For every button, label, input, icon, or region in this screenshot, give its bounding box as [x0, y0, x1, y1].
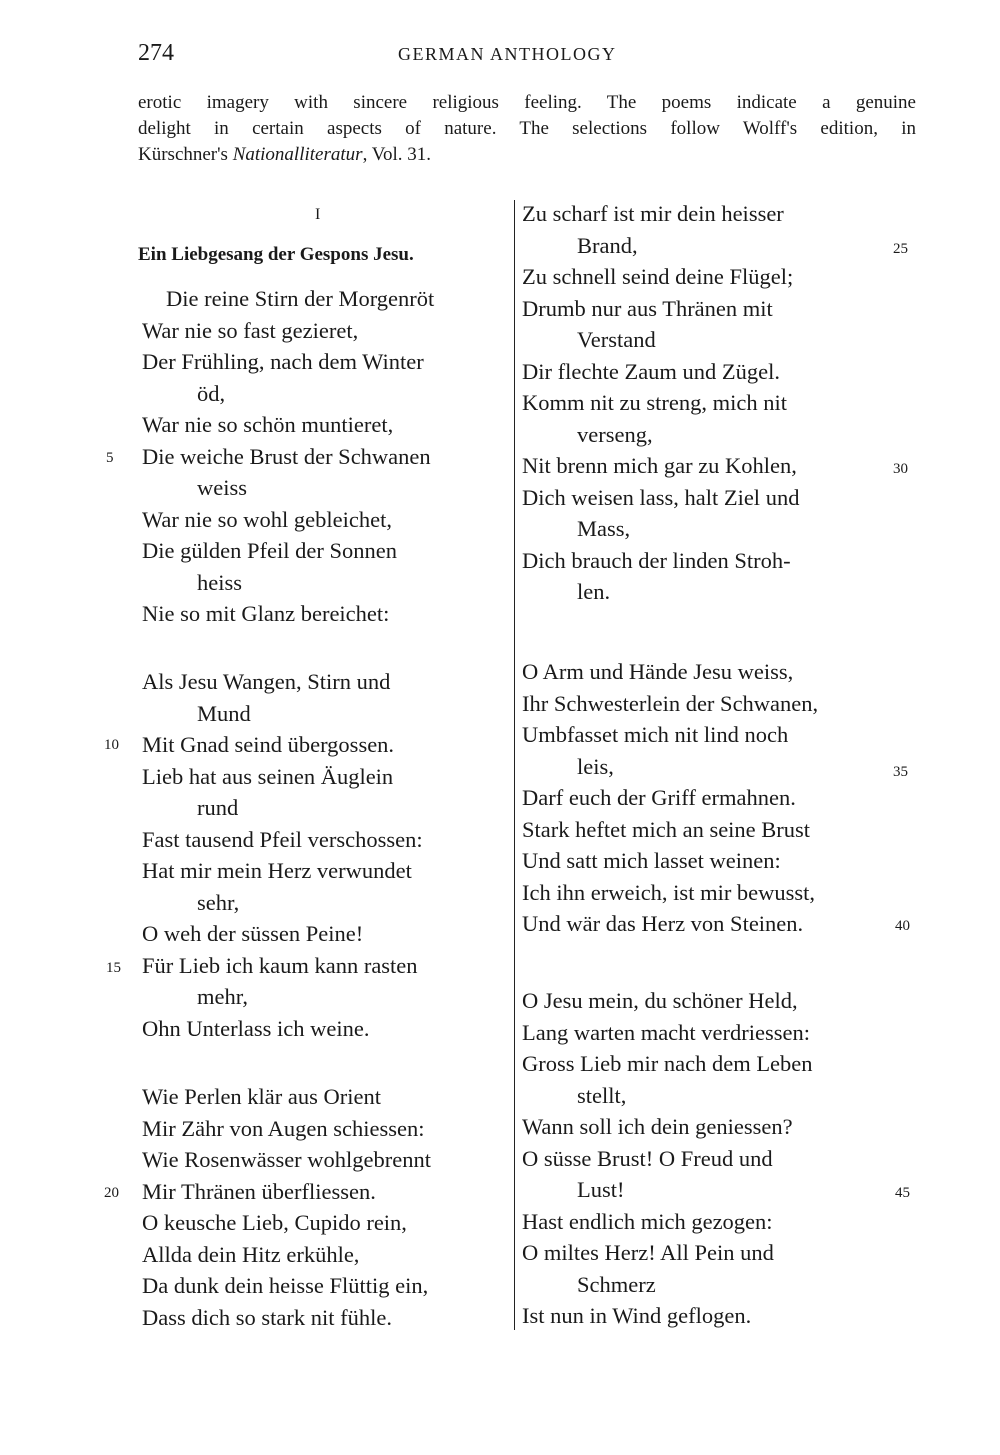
- line-number: 30: [893, 461, 908, 477]
- verse-line: Da dunk dein heisse Flüttig ein,: [142, 1273, 429, 1298]
- verse-line: verseng,: [577, 421, 653, 447]
- verse-line: Und satt mich lasset weinen:: [522, 848, 781, 873]
- verse-line: Mit Gnad seind übergossen.: [142, 732, 395, 757]
- verse-line: Wann soll ich dein geniessen?: [522, 1114, 793, 1139]
- verse-line: heiss: [197, 569, 242, 595]
- verse-line: len.: [577, 579, 611, 604]
- verse-line: Stark heftet mich an seine Brust: [522, 816, 811, 842]
- verse-line: stellt,: [577, 1082, 627, 1108]
- verse-line: Als Jesu Wangen, Stirn und: [142, 669, 391, 694]
- verse-line: Lang warten macht verdriessen:: [522, 1019, 811, 1045]
- verse-line: Ist nun in Wind geflogen.: [522, 1303, 752, 1328]
- page-number: 274: [138, 40, 174, 66]
- verse-line: War nie so fast gezieret,: [142, 317, 359, 343]
- verse-line: Lieb hat aus seinen Äuglein: [142, 763, 394, 789]
- verse-line: Wie Rosenwässer wohlgebrennt: [142, 1147, 432, 1172]
- verse-line: Fast tausend Pfeil verschossen:: [142, 826, 423, 852]
- intro-paragraph: [138, 90, 916, 168]
- verse-line: Darf euch der Griff ermahnen.: [522, 785, 796, 810]
- verse-line: Umbfasset mich nit lind noch: [522, 722, 789, 747]
- verse-line: Nie so mit Glanz bereichet:: [142, 601, 390, 626]
- verse-line: Dass dich so stark nit fühle.: [142, 1304, 392, 1330]
- verse-line: Für Lieb ich kaum kann rasten: [142, 952, 418, 978]
- verse-line: Zu schnell seind deine Flügel;: [522, 264, 794, 289]
- left-stanza-3: [142, 1081, 431, 1333]
- verse-line: Wie Perlen klär aus Orient: [142, 1084, 382, 1109]
- verse-line: O süsse Brust! O Freud und: [522, 1145, 773, 1171]
- verse-line: Die weiche Brust der Schwanen: [142, 443, 431, 469]
- verse-line: Mir Zähr von Augen schiessen:: [142, 1115, 425, 1141]
- verse-line: rund: [197, 795, 239, 820]
- verse-line: öd,: [197, 380, 226, 406]
- verse-line: War nie so schön muntieret,: [142, 412, 394, 437]
- verse-line: leis,: [577, 753, 614, 779]
- verse-line: Die gülden Pfeil der Sonnen: [142, 538, 397, 563]
- verse-line: Mir Thränen überfliessen.: [142, 1178, 376, 1204]
- line-number: 5: [106, 450, 114, 466]
- verse-line: War nie so wohl gebleichet,: [142, 506, 392, 532]
- poem-title: Ein Liebgesang der Gespons Jesu.: [138, 244, 414, 265]
- right-stanza-1: [522, 198, 799, 608]
- right-stanza-2: [522, 656, 818, 940]
- line-number: 25: [893, 241, 908, 257]
- intro-line: delight in certain aspects of nature. The selections follow Wolff's edition, in: [138, 118, 916, 139]
- verse-line: Der Frühling, nach dem Winter: [142, 349, 424, 374]
- verse-line: Nit brenn mich gar zu Kohlen,: [522, 453, 797, 478]
- verse-line: Verstand: [577, 327, 656, 352]
- line-number: 20: [104, 1185, 119, 1201]
- intro-line: [138, 142, 916, 168]
- verse-line: Brand,: [577, 232, 638, 258]
- line-number: 40: [895, 918, 910, 934]
- intro-line-text: Kürschner's Nationalliteratur, Vol. 31.: [138, 144, 432, 165]
- verse-line: O Arm und Hände Jesu weiss,: [522, 659, 794, 684]
- verse-line: Schmerz: [577, 1271, 656, 1297]
- intro-line: erotic imagery with sincere religious feeling. The poems indicate a genuine: [138, 92, 916, 113]
- right-stanza-3: [522, 985, 813, 1332]
- verse-line: Mass,: [577, 516, 631, 541]
- verse-line: Hat mir mein Herz verwundet: [142, 858, 412, 883]
- verse-line: Dir flechte Zaum und Zügel.: [522, 358, 781, 384]
- line-number: 45: [895, 1185, 910, 1201]
- verse-line: Lust!: [577, 1177, 625, 1202]
- section-number: I: [315, 206, 321, 223]
- verse-line: Dich weisen lass, halt Ziel und: [522, 484, 800, 510]
- verse-line: weiss: [197, 475, 247, 500]
- line-number: 35: [893, 764, 908, 780]
- verse-line: mehr,: [197, 984, 248, 1009]
- verse-line: Hast endlich mich gezogen:: [522, 1208, 773, 1234]
- verse-line: Komm nit zu streng, mich nit: [522, 390, 787, 415]
- verse-line: Mund: [197, 700, 251, 726]
- verse-line: O Jesu mein, du schöner Held,: [522, 988, 798, 1013]
- line-number: 15: [106, 960, 121, 976]
- verse-line: Zu scharf ist mir dein heisser: [522, 201, 784, 226]
- left-stanza-2: [142, 666, 423, 1044]
- verse-line: Allda dein Hitz erkühle,: [142, 1241, 360, 1267]
- verse-line: O keusche Lieb, Cupido rein,: [142, 1210, 407, 1235]
- running-title: GERMAN ANTHOLOGY: [398, 44, 617, 64]
- verse-line: O miltes Herz! All Pein und: [522, 1240, 774, 1265]
- line-number: 10: [104, 737, 119, 753]
- verse-line: sehr,: [197, 889, 240, 915]
- column-divider: [514, 200, 515, 1330]
- verse-line: Gross Lieb mir nach dem Leben: [522, 1051, 813, 1076]
- verse-line: Ich ihn erweich, ist mir bewusst,: [522, 879, 816, 905]
- verse-line: Ohn Unterlass ich weine.: [142, 1015, 370, 1041]
- verse-line: Ihr Schwesterlein der Schwanen,: [522, 690, 819, 716]
- verse-line: O weh der süssen Peine!: [142, 921, 364, 946]
- verse-line: Dich brauch der linden Stroh-: [522, 547, 791, 573]
- left-stanza-1: [142, 283, 434, 630]
- verse-line: Die reine Stirn der Morgenröt: [166, 286, 435, 311]
- verse-line: Und wär das Herz von Steinen.: [522, 911, 804, 936]
- verse-line: Drumb nur aus Thränen mit: [522, 295, 773, 321]
